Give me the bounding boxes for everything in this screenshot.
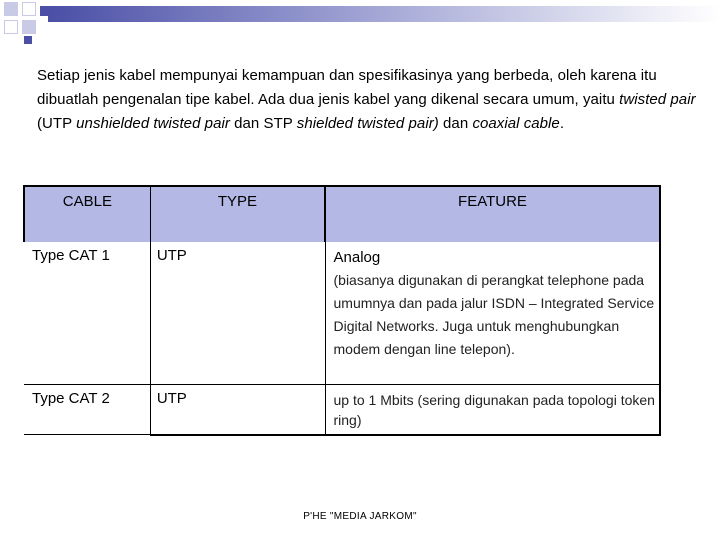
header-cable: CABLE	[24, 186, 150, 242]
feature-title: Analog	[333, 249, 381, 266]
cell-feature	[325, 242, 660, 385]
cell-cable: Type CAT 1	[24, 242, 150, 385]
feature-description: (biasanya digunakan di perangkat telephone pada umumnya dan pada jalur ISDN – Integrated Service Digital Networks. Juga untuk menghubungkan modem dengan line telepon).	[333, 272, 655, 357]
table-row	[24, 242, 660, 385]
table-header-row	[24, 186, 660, 242]
cell-cable: Type CAT 2	[24, 385, 150, 435]
cell-feature	[325, 385, 660, 435]
cell-type: UTP	[150, 385, 325, 435]
intro-paragraph: Setiap jenis kabel mempunyai kemampuan dan spesifikasinya yang berbeda, oleh karena itu dibuatlah pengenalan tipe kabel. Ada dua jenis kabel yang dikenal secara umum, yaitu twisted pair (UTP unshielded twisted pair dan STP shielded twisted pair) dan coaxial cable.	[37, 67, 696, 132]
cable-table	[23, 185, 661, 436]
header-type: TYPE	[150, 186, 325, 242]
cell-type: UTP	[150, 242, 325, 385]
header-gradient-bar	[48, 6, 720, 22]
header-feature: FEATURE	[325, 186, 660, 242]
table-row	[24, 385, 660, 435]
feature-description: up to 1 Mbits (sering digunakan pada topologi token ring)	[333, 392, 655, 428]
slide-footer: P'HE "MEDIA JARKOM"	[303, 511, 417, 522]
